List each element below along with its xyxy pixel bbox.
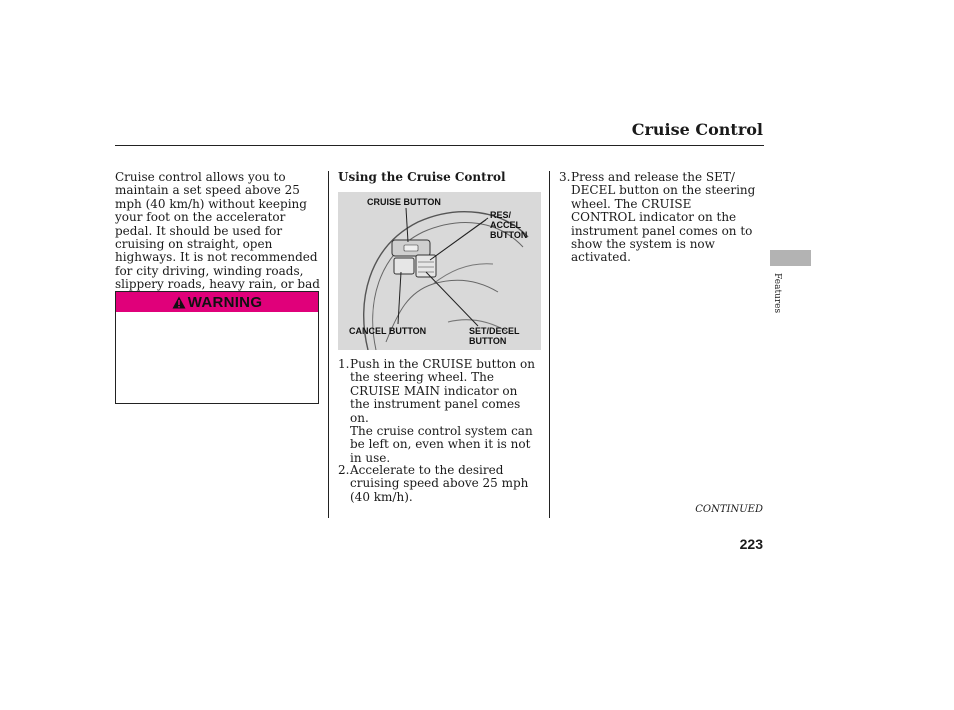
page-number: 223 bbox=[739, 536, 763, 552]
step-1-note-text: The cruise control system can be left on, even when it is not in use. bbox=[350, 424, 533, 465]
header-rule bbox=[115, 145, 764, 146]
page-title: Cruise Control bbox=[631, 120, 763, 139]
section-tab bbox=[770, 250, 811, 266]
label-res-accel-button: RES/ ACCEL BUTTON bbox=[490, 210, 528, 240]
warning-header bbox=[116, 292, 318, 312]
section-tab-text: Features bbox=[772, 273, 782, 314]
warning-label: WARNING bbox=[187, 293, 263, 311]
warning-triangle-icon bbox=[172, 296, 186, 309]
step-3-number: 3. bbox=[559, 170, 571, 184]
label-cruise-button: CRUISE BUTTON bbox=[367, 197, 441, 207]
step-1-text: Push in the CRUISE button on the steering wheel. The CRUISE MAIN indicator on the instrument panel comes on. bbox=[350, 357, 535, 425]
section-tab-label bbox=[770, 273, 784, 317]
steering-wheel-figure bbox=[338, 192, 541, 350]
continued-label: CONTINUED bbox=[695, 504, 763, 515]
step-3-text: Press and release the SET/ DECEL button on the steering wheel. The CRUISE CONTROL indicator on the instrument panel comes on to show the system is now activated. bbox=[571, 170, 756, 265]
label-cancel-button: CANCEL BUTTON bbox=[349, 326, 427, 336]
section-heading: Using the Cruise Control bbox=[338, 170, 506, 184]
warning-box bbox=[115, 291, 319, 404]
label-set-decel-button: SET/DECEL BUTTON bbox=[469, 326, 520, 346]
step-2-number: 2. bbox=[338, 463, 350, 477]
intro-paragraph: Cruise control allows you to maintain a set speed above 25 mph (40 km/h) without keeping your foot on the accelerator pedal. It should be used for cruising on straight, open highways. It is not recommended for city driving, winding roads, slippery roads, heavy rain, or bad bbox=[115, 170, 320, 292]
step-1 bbox=[338, 357, 538, 425]
column-divider-left bbox=[328, 171, 329, 518]
step-1-number: 1. bbox=[338, 357, 350, 371]
column-divider-right bbox=[549, 171, 550, 518]
step-2-text: Accelerate to the desired cruising speed above 25 mph (40 km/h). bbox=[350, 463, 529, 504]
